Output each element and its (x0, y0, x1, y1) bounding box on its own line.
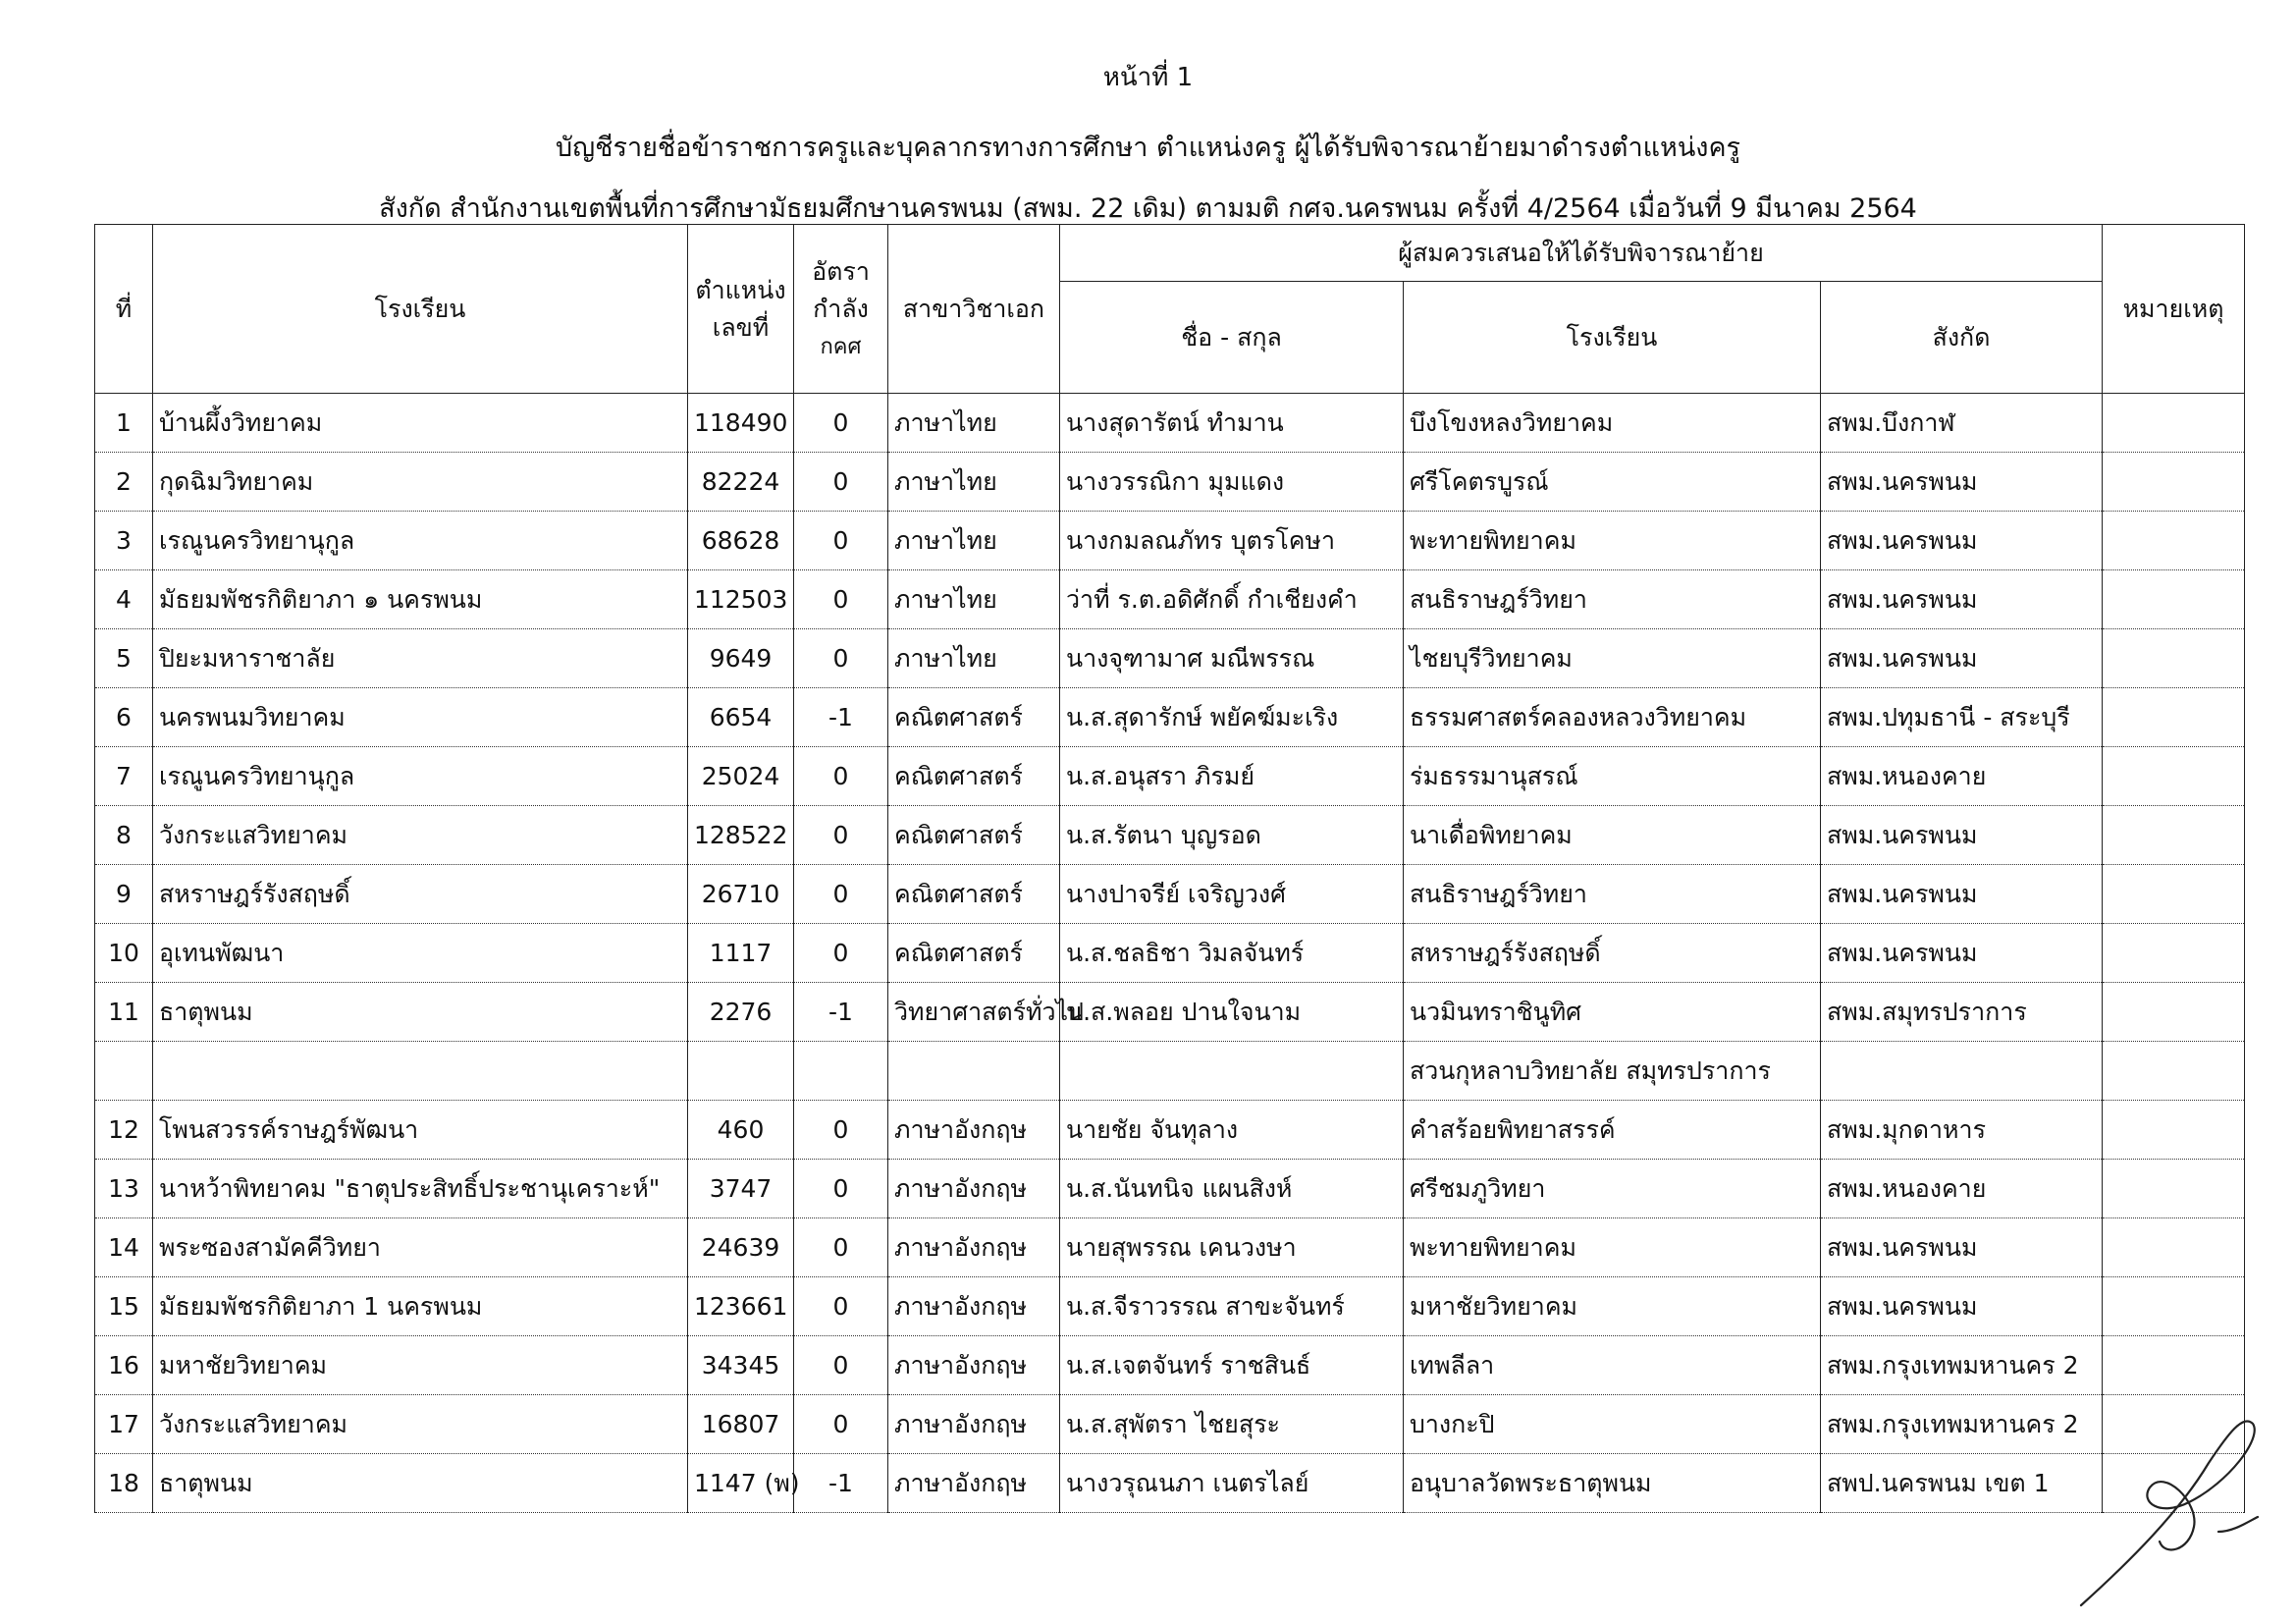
table-row (95, 1042, 2245, 1101)
row-remark (2103, 865, 2245, 924)
row-major: ภาษาอังกฤษ (888, 1160, 1060, 1218)
row-number: 18 (95, 1454, 153, 1513)
row-name (1060, 1042, 1404, 1101)
row-number: 5 (95, 629, 153, 688)
row-name: น.ส.ชลธิชา วิมลจันทร์ (1060, 924, 1404, 983)
row-name: นายชัย จันทุลาง (1060, 1101, 1404, 1160)
row-position-no: 128522 (688, 806, 794, 865)
table-row (95, 629, 2245, 688)
row-position-no: 68628 (688, 512, 794, 570)
row-rate: 0 (794, 1277, 888, 1336)
header-from-school: โรงเรียน (1404, 282, 1821, 394)
row-number (95, 1042, 153, 1101)
row-remark (2103, 1160, 2245, 1218)
row-affiliation: สพม.นครพนม (1821, 865, 2103, 924)
row-name: น.ส.อนุสรา ภิรมย์ (1060, 747, 1404, 806)
row-from-school: นาเดื่อพิทยาคม (1404, 806, 1821, 865)
table-row (95, 806, 2245, 865)
row-remark (2103, 512, 2245, 570)
row-position-no: 1147 (พ) (688, 1454, 794, 1513)
row-position-no: 16807 (688, 1395, 794, 1454)
row-school: นครพนมวิทยาคม (153, 688, 688, 747)
row-school: กุดฉิมวิทยาคม (153, 453, 688, 512)
row-affiliation: สพม.นครพนม (1821, 1277, 2103, 1336)
row-school: มัธยมพัชรกิติยาภา ๑ นครพนม (153, 570, 688, 629)
row-from-school: สนธิราษฎร์วิทยา (1404, 570, 1821, 629)
row-remark (2103, 747, 2245, 806)
row-position-no: 9649 (688, 629, 794, 688)
row-from-school: ธรรมศาสตร์คลองหลวงวิทยาคม (1404, 688, 1821, 747)
row-major: คณิตศาสตร์ (888, 924, 1060, 983)
table-row (95, 1454, 2245, 1513)
row-rate: 0 (794, 394, 888, 453)
table-row (95, 1160, 2245, 1218)
row-rate: 0 (794, 1336, 888, 1395)
row-remark (2103, 453, 2245, 512)
row-from-school: สหราษฎร์รังสฤษดิ์ (1404, 924, 1821, 983)
table-row (95, 1277, 2245, 1336)
row-from-school: พะทายพิทยาคม (1404, 512, 1821, 570)
row-major: วิทยาศาสตร์ทั่วไป (888, 983, 1060, 1042)
row-position-no: 6654 (688, 688, 794, 747)
row-major: คณิตศาสตร์ (888, 688, 1060, 747)
row-school: มัธยมพัชรกิติยาภา 1 นครพนม (153, 1277, 688, 1336)
row-rate: -1 (794, 688, 888, 747)
row-rate: 0 (794, 1218, 888, 1277)
row-major: ภาษาอังกฤษ (888, 1218, 1060, 1277)
row-name: น.ส.เจตจันทร์ ราชสินธ์ (1060, 1336, 1404, 1395)
row-from-school: นวมินทราชินูทิศ (1404, 983, 1821, 1042)
row-rate: 0 (794, 1101, 888, 1160)
table-row (95, 453, 2245, 512)
row-remark (2103, 1336, 2245, 1395)
header-remark: หมายเหตุ (2103, 225, 2245, 394)
table-row (95, 747, 2245, 806)
row-name: ว่าที่ ร.ต.อดิศักดิ์ กำเชียงคำ (1060, 570, 1404, 629)
row-school: อุเทนพัฒนา (153, 924, 688, 983)
header-major: สาขาวิชาเอก (888, 225, 1060, 394)
row-from-school: พะทายพิทยาคม (1404, 1218, 1821, 1277)
row-affiliation: สพม.สมุทรปราการ (1821, 983, 2103, 1042)
row-school: ธาตุพนม (153, 1454, 688, 1513)
row-remark (2103, 1042, 2245, 1101)
row-number: 7 (95, 747, 153, 806)
table-row (95, 983, 2245, 1042)
row-position-no: 82224 (688, 453, 794, 512)
row-from-school: ศรีโคตรบูรณ์ (1404, 453, 1821, 512)
row-rate: 0 (794, 806, 888, 865)
row-affiliation: สพม.นครพนม (1821, 570, 2103, 629)
row-major: ภาษาอังกฤษ (888, 1336, 1060, 1395)
row-number: 17 (95, 1395, 153, 1454)
row-major: ภาษาอังกฤษ (888, 1454, 1060, 1513)
table-row (95, 1336, 2245, 1395)
row-number: 16 (95, 1336, 153, 1395)
row-from-school: มหาชัยวิทยาคม (1404, 1277, 1821, 1336)
row-from-school: ไชยบุรีวิทยาคม (1404, 629, 1821, 688)
row-number: 15 (95, 1277, 153, 1336)
row-affiliation: สพม.บึงกาฬ (1821, 394, 2103, 453)
row-position-no: 3747 (688, 1160, 794, 1218)
row-school: เรณูนครวิทยานุกูล (153, 512, 688, 570)
signature (2071, 1394, 2268, 1620)
row-from-school: คำสร้อยพิทยาสรรค์ (1404, 1101, 1821, 1160)
row-remark (2103, 570, 2245, 629)
row-name: นางวรุณนภา เนตรไลย์ (1060, 1454, 1404, 1513)
row-position-no: 26710 (688, 865, 794, 924)
row-affiliation: สพม.นครพนม (1821, 1218, 2103, 1277)
row-rate: 0 (794, 453, 888, 512)
row-name: นางจุฑามาศ มณีพรรณ (1060, 629, 1404, 688)
row-affiliation: สพม.ปทุมธานี - สระบุรี (1821, 688, 2103, 747)
row-name: นายสุพรรณ เคนวงษา (1060, 1218, 1404, 1277)
row-number: 13 (95, 1160, 153, 1218)
row-major: ภาษาไทย (888, 453, 1060, 512)
row-affiliation: สพป.นครพนม เขต 1 (1821, 1454, 2103, 1513)
row-major: ภาษาไทย (888, 570, 1060, 629)
row-remark (2103, 1218, 2245, 1277)
row-major: คณิตศาสตร์ (888, 865, 1060, 924)
row-rate: 0 (794, 512, 888, 570)
table-row (95, 1101, 2245, 1160)
row-affiliation: สพม.หนองคาย (1821, 747, 2103, 806)
row-from-school: สวนกุหลาบวิทยาลัย สมุทรปราการ (1404, 1042, 1821, 1101)
header-candidate-group: ผู้สมควรเสนอให้ได้รับพิจารณาย้าย (1060, 225, 2103, 282)
row-remark (2103, 806, 2245, 865)
row-school: พระซองสามัคคีวิทยา (153, 1218, 688, 1277)
row-name: นางกมลณภัทร บุตรโคษา (1060, 512, 1404, 570)
row-rate: 0 (794, 865, 888, 924)
row-major: ภาษาอังกฤษ (888, 1395, 1060, 1454)
header-rate (794, 225, 888, 394)
row-number: 12 (95, 1101, 153, 1160)
row-major: คณิตศาสตร์ (888, 747, 1060, 806)
header-rate-fragment: กคศ (820, 335, 862, 360)
row-name: นางสุดารัตน์ ทำมาน (1060, 394, 1404, 453)
row-from-school: อนุบาลวัดพระธาตุพนม (1404, 1454, 1821, 1513)
table-row (95, 570, 2245, 629)
row-name: น.ส.จีราวรรณ สาขะจันทร์ (1060, 1277, 1404, 1336)
row-position-no (688, 1042, 794, 1101)
row-position-no: 34345 (688, 1336, 794, 1395)
row-major: ภาษาอังกฤษ (888, 1277, 1060, 1336)
row-number: 6 (95, 688, 153, 747)
row-major (888, 1042, 1060, 1101)
row-from-school: บางกะปิ (1404, 1395, 1821, 1454)
row-number: 3 (95, 512, 153, 570)
row-affiliation: สพม.หนองคาย (1821, 1160, 2103, 1218)
row-position-no: 25024 (688, 747, 794, 806)
row-from-school: ศรีชมภูวิทยา (1404, 1160, 1821, 1218)
row-affiliation: สพม.นครพนม (1821, 453, 2103, 512)
row-major: ภาษาไทย (888, 512, 1060, 570)
row-school: บ้านผึ้งวิทยาคม (153, 394, 688, 453)
row-name: นางวรรณิกา มุมแดง (1060, 453, 1404, 512)
header-no: ที่ (95, 225, 153, 394)
row-name: นางปาจรีย์ เจริญวงศ์ (1060, 865, 1404, 924)
row-rate: 0 (794, 629, 888, 688)
row-remark (2103, 629, 2245, 688)
row-from-school: สนธิราษฎร์วิทยา (1404, 865, 1821, 924)
row-number: 8 (95, 806, 153, 865)
row-position-no: 112503 (688, 570, 794, 629)
row-major: คณิตศาสตร์ (888, 806, 1060, 865)
row-remark (2103, 983, 2245, 1042)
header-rate-label: อัตรากำลัง (812, 257, 870, 323)
row-school: สหราษฎร์รังสฤษดิ์ (153, 865, 688, 924)
row-school: โพนสวรรค์ราษฎร์พัฒนา (153, 1101, 688, 1160)
row-number: 4 (95, 570, 153, 629)
document-title: บัญชีรายชื่อข้าราชการครูและบุคลากรทางการศึกษา ตำแหน่งครู ผู้ได้รับพิจารณาย้ายมาดำรงตำแหน่งครู (555, 133, 1741, 163)
table-row (95, 924, 2245, 983)
row-rate: -1 (794, 983, 888, 1042)
transfer-table (94, 224, 2245, 1513)
row-rate: 0 (794, 747, 888, 806)
row-major: ภาษาไทย (888, 394, 1060, 453)
row-affiliation: สพม.นครพนม (1821, 924, 2103, 983)
table-row (95, 512, 2245, 570)
table-row (95, 1395, 2245, 1454)
row-position-no: 2276 (688, 983, 794, 1042)
row-rate: 0 (794, 570, 888, 629)
row-number: 11 (95, 983, 153, 1042)
row-position-no: 118490 (688, 394, 794, 453)
row-remark (2103, 1101, 2245, 1160)
row-school: วังกระแสวิทยาคม (153, 806, 688, 865)
row-major: ภาษาอังกฤษ (888, 1101, 1060, 1160)
row-remark (2103, 688, 2245, 747)
row-rate (794, 1042, 888, 1101)
row-name: น.ส.นันทนิจ แผนสิงห์ (1060, 1160, 1404, 1218)
row-position-no: 1117 (688, 924, 794, 983)
row-affiliation: สพม.นครพนม (1821, 629, 2103, 688)
table-row (95, 1218, 2245, 1277)
row-school: นาหว้าพิทยาคม "ธาตุประสิทธิ์ประชานุเคราะห์" (153, 1160, 688, 1218)
table-row (95, 865, 2245, 924)
row-affiliation: สพม.นครพนม (1821, 512, 2103, 570)
row-affiliation: สพม.มุกดาหาร (1821, 1101, 2103, 1160)
row-affiliation: สพม.กรุงเทพมหานคร 2 (1821, 1336, 2103, 1395)
row-remark (2103, 1277, 2245, 1336)
row-number: 2 (95, 453, 153, 512)
row-from-school: เทพลีลา (1404, 1336, 1821, 1395)
row-school: มหาชัยวิทยาคม (153, 1336, 688, 1395)
row-name: น.ส.รัตนา บุญรอด (1060, 806, 1404, 865)
document-subtitle: สังกัด สำนักงานเขตพื้นที่การศึกษามัธยมศึกษานครพนม (สพม. 22 เดิม) ตามมติ กศจ.นครพนม ครั้งที่ 4/2564 เมื่อวันที่ 9 มีนาคม 2564 (379, 193, 1917, 224)
row-school: วังกระแสวิทยาคม (153, 1395, 688, 1454)
header-position-no: ตำแหน่งเลขที่ (688, 225, 794, 394)
row-number: 1 (95, 394, 153, 453)
row-affiliation: สพม.กรุงเทพมหานคร 2 (1821, 1395, 2103, 1454)
row-position-no: 24639 (688, 1218, 794, 1277)
row-from-school: บึงโขงหลงวิทยาคม (1404, 394, 1821, 453)
page-number: หน้าที่ 1 (1102, 63, 1194, 92)
row-position-no: 123661 (688, 1277, 794, 1336)
row-position-no: 460 (688, 1101, 794, 1160)
row-rate: 0 (794, 1160, 888, 1218)
row-school (153, 1042, 688, 1101)
row-affiliation: สพม.นครพนม (1821, 806, 2103, 865)
header-school: โรงเรียน (153, 225, 688, 394)
row-name: น.ส.สุพัตรา ไชยสุระ (1060, 1395, 1404, 1454)
row-from-school: ร่มธรรมานุสรณ์ (1404, 747, 1821, 806)
row-affiliation (1821, 1042, 2103, 1101)
row-school: ธาตุพนม (153, 983, 688, 1042)
row-major: ภาษาไทย (888, 629, 1060, 688)
row-number: 14 (95, 1218, 153, 1277)
header-affiliation: สังกัด (1821, 282, 2103, 394)
table-row (95, 688, 2245, 747)
row-rate: 0 (794, 1395, 888, 1454)
row-number: 9 (95, 865, 153, 924)
row-number: 10 (95, 924, 153, 983)
row-remark (2103, 924, 2245, 983)
row-school: ปิยะมหาราชาลัย (153, 629, 688, 688)
row-remark (2103, 394, 2245, 453)
row-rate: 0 (794, 924, 888, 983)
row-name: น.ส.พลอย ปานใจนาม (1060, 983, 1404, 1042)
table-row (95, 394, 2245, 453)
row-name: น.ส.สุดารักษ์ พยัคฆ์มะเริง (1060, 688, 1404, 747)
row-rate: -1 (794, 1454, 888, 1513)
header-name: ชื่อ - สกุล (1060, 282, 1404, 394)
row-school: เรณูนครวิทยานุกูล (153, 747, 688, 806)
table-body (95, 394, 2245, 1513)
